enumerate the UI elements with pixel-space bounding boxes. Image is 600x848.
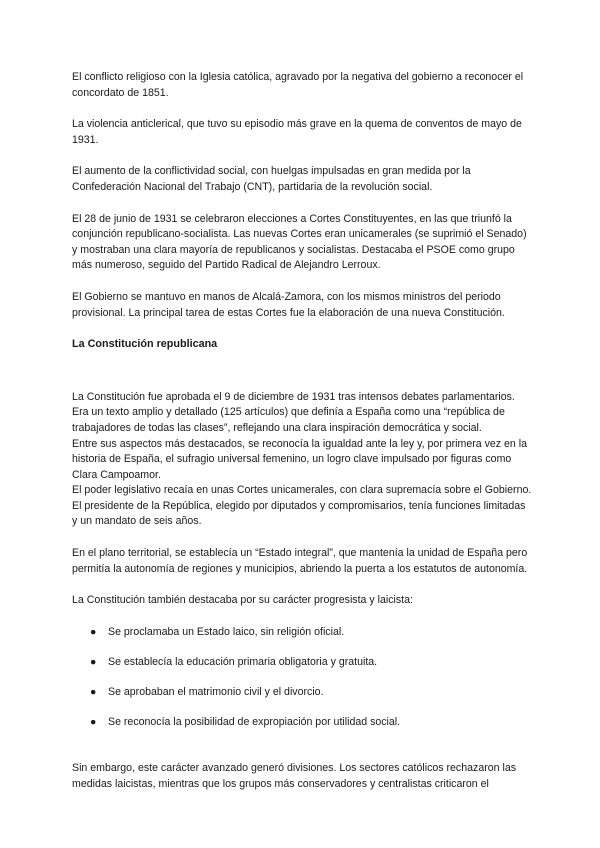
list-item [72, 625, 532, 641]
paragraph-government: El Gobierno se mantuvo en manos de Alcalá-Zamora, con los mismos ministros del periodo provisional. La principal tarea de estas Cortes fue la elaboración de una nueva Constitución. [72, 290, 505, 319]
paragraph-closing: Sin embargo, este carácter avanzado generó divisiones. Los sectores católicos rechazaron las medidas laicistas, mientras que los grupos más conservadores y centralistas criticaron el [72, 762, 517, 790]
laicism-list [72, 625, 532, 731]
document-page [72, 70, 532, 809]
bullet-icon: ● [90, 715, 97, 728]
bullet-icon: ● [90, 655, 97, 668]
paragraph-constitution-approval: La Constitución fue aprobada el 9 de diciembre de 1931 tras intensos debates parlamentarios. Era un texto amplio y detallado (125 artículos) que definía a España como una “república de trabajadores de todas las clases”, reflejando una clara inspiración democrática y social. [72, 390, 515, 434]
list-item [72, 655, 532, 671]
bullet-icon: ● [90, 685, 97, 698]
paragraph-laicism-intro: La Constitución también destacaba por su carácter progresista y laicista: [72, 594, 413, 607]
paragraph-elections-1931: El 28 de junio de 1931 se celebraron elecciones a Cortes Constituyentes, en las que triunfó la conjunción republicano-socialista. Las nuevas Cortes eran unicamerales (se suprimió el Senado) y mostraban una clara mayoría de republicanos y socialistas. Destacaba el PSOE como grupo más numeroso, seguido del Partido Radical de Alejandro Lerroux. [72, 212, 527, 272]
paragraph-legislative-power: El poder legislativo recaía en unas Cortes unicamerales, con clara supremacía sobre el Gobierno. El presidente de la República, elegido por diputados y compromisarios, tenía funciones limitadas y un mandato de seis años. [72, 484, 532, 528]
list-item [72, 715, 532, 731]
paragraph-social-conflict: El aumento de la conflictividad social, con huelgas impulsadas en gran medida por la Confederación Nacional del Trabajo (CNT), partidaria de la revolución social. [72, 165, 471, 193]
list-item [72, 685, 532, 701]
list-item-text: Se proclamaba un Estado laico, sin religión oficial. [108, 625, 345, 638]
paragraph-territorial: En el plano territorial, se establecía un “Estado integral”, que mantenía la unidad de España pero permitía la autonomía de regiones y municipios, abriendo la puerta a los estatutos de autonomía. [72, 547, 528, 575]
list-item-text: Se reconocía la posibilidad de expropiación por utilidad social. [108, 715, 401, 728]
constitution-block [72, 390, 532, 530]
paragraph-religious-conflict: El conflicto religioso con la Iglesia católica, agravado por la negativa del gobierno a reconocer el concordato de 1851. [72, 71, 524, 99]
bullet-icon: ● [90, 625, 97, 638]
list-item-text: Se aprobaban el matrimonio civil y el divorcio. [108, 685, 324, 698]
paragraph-female-suffrage: Entre sus aspectos más destacados, se reconocía la igualdad ante la ley y, por primera vez en la historia de España, el sufragio universal femenino, un logro clave impulsado por figuras como Clara Campoamor. [72, 437, 527, 481]
section-heading: La Constitución republicana [72, 338, 218, 351]
list-item-text: Se establecía la educación primaria obligatoria y gratuita. [108, 655, 378, 668]
paragraph-anticlerical-violence: La violencia anticlerical, que tuvo su episodio más grave en la quema de conventos de mayo de 1931. [72, 118, 522, 146]
